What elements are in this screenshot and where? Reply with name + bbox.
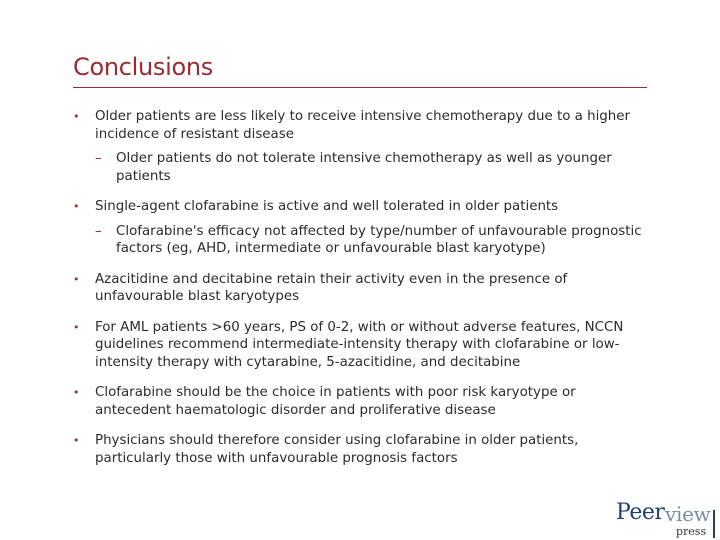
bullet-marker-icon: • [73, 200, 80, 213]
bullet-marker-icon: • [73, 434, 80, 447]
slide-title: Conclusions [73, 53, 213, 81]
logo-bar [713, 510, 715, 538]
logo-press-text: press [676, 525, 707, 538]
bullet-marker-icon: • [73, 272, 80, 286]
peerview-press-logo [616, 500, 716, 540]
bullet-text: Older patients are less likely to receive intensive chemotherapy due to a higher incidence of resistant disease [95, 109, 631, 142]
bullet-marker-icon: • [73, 386, 80, 399]
bullet-text: Physicians should therefore consider using clofarabine in older patients, particularly those with unfavourable prognosis factors [95, 433, 579, 466]
bullet-item [73, 432, 653, 467]
logo-view-text: view [665, 502, 711, 526]
bullet-list [73, 108, 653, 467]
sub-bullet-item [73, 150, 653, 185]
bullet-text: Clofarabine should be the choice in patients with poor risk karyotype or antecedent haematologic disorder and proliferative disease [95, 385, 576, 418]
bullet-item [73, 384, 653, 419]
sub-bullet-item [73, 223, 653, 258]
bullet-item [73, 271, 653, 306]
logo-peer-text: Peer [616, 500, 665, 525]
sub-bullet-text: Older patients do not tolerate intensive chemotherapy as well as younger patients [116, 151, 612, 184]
bullet-marker-icon: • [73, 320, 80, 334]
dash-marker-icon: – [95, 223, 102, 239]
title-divider [73, 87, 647, 88]
dash-marker-icon: – [95, 151, 102, 166]
bullet-item [73, 108, 653, 143]
bullet-item [73, 198, 653, 216]
bullet-marker-icon: • [73, 110, 80, 123]
bullet-text: Single-agent clofarabine is active and well tolerated in older patients [95, 199, 559, 214]
bullet-text: For AML patients >60 years, PS of 0-2, with or without adverse features, NCCN guidelines recommend intermediate-intensity therapy with clofarabine or low-intensity therapy with cytarabine, 5-azacitidine, and decitabine [95, 319, 624, 370]
sub-bullet-text: Clofarabine's efficacy not affected by type/number of unfavourable prognostic factors (eg, AHD, intermediate or unfavourable blast karyotype) [116, 223, 642, 256]
bullet-text: Azacitidine and decitabine retain their activity even in the presence of unfavourable blast karyotypes [95, 271, 568, 304]
bullet-item [73, 319, 653, 372]
